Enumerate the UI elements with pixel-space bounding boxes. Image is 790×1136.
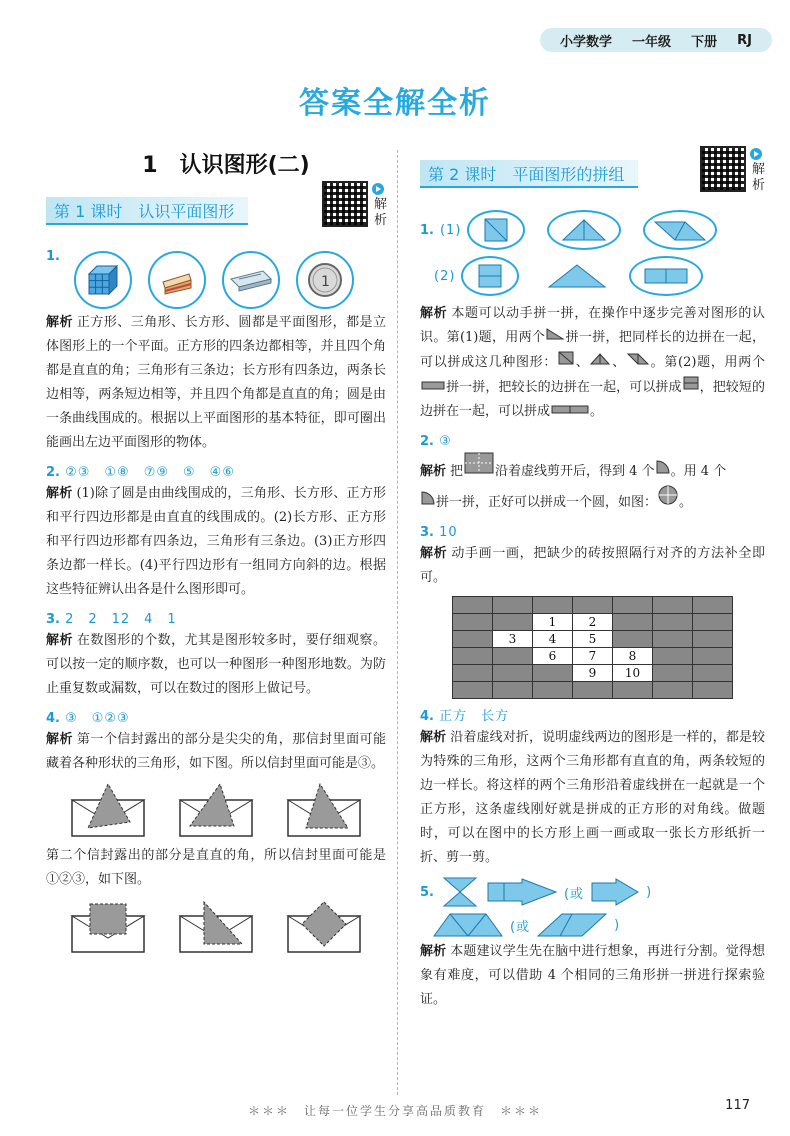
- svg-text:1: 1: [320, 274, 330, 290]
- rubik-cube-picture: [74, 251, 132, 309]
- envelope-rect-1: [68, 898, 148, 954]
- circle-icon: [657, 484, 679, 506]
- brick-10: 10: [613, 665, 653, 682]
- analysis-tag: 解析: [420, 464, 447, 479]
- pencil-box-picture: [222, 251, 280, 309]
- analysis-tag: 解析: [420, 730, 447, 745]
- quarter-circle-icon-2: [420, 490, 436, 506]
- lesson-header-1: [46, 179, 386, 243]
- square-icon: [557, 350, 575, 366]
- question-number: 1.: [46, 249, 60, 264]
- header-volume: 下册: [691, 34, 718, 50]
- qr-label: 解析: [752, 162, 766, 193]
- left-column: [46, 140, 386, 960]
- qr-code[interactable]: [322, 181, 368, 227]
- object-pictures: [74, 251, 354, 309]
- unit-title: 1 认识图形(二): [142, 153, 310, 178]
- triangle-icon-2: [589, 352, 611, 366]
- question-3: [420, 521, 765, 699]
- cake-picture: [148, 251, 206, 309]
- answer-oval-square-2: [461, 256, 519, 296]
- answer: ②③ ①⑧ ⑦⑨ ⑤ ④⑥: [65, 465, 235, 480]
- coin-picture: [296, 251, 354, 309]
- question-number: 3.: [420, 525, 434, 540]
- quarter-circle-icon: [655, 459, 671, 475]
- envelope-triangle-4: [176, 898, 256, 954]
- brick-4: 4: [533, 631, 573, 648]
- brick-5: 5: [573, 631, 613, 648]
- play-icon[interactable]: [750, 148, 762, 160]
- arrow-shape: [486, 877, 558, 907]
- question-4: [420, 705, 765, 870]
- question-number: 1.: [420, 222, 434, 238]
- page-title: 答案全解全析: [299, 86, 491, 121]
- page-number: 117: [725, 1098, 750, 1113]
- lesson-title-2: 第 2 课时 平面图形的拼组: [420, 160, 638, 188]
- analysis-3: 解析 在数图形的个数，尤其是图形较多时，要仔细观察。可以按一定的顺序数，也可以一种图形一种图形地数。为防止重复数或漏数，可以在数过的图形上做记号。: [46, 633, 386, 696]
- sub-number: (2): [434, 268, 456, 284]
- hourglass-shape: [440, 876, 480, 908]
- column-divider: [397, 150, 398, 1095]
- envelope-triangle-2: [176, 782, 256, 838]
- trapezoid-shape: [432, 912, 504, 938]
- analysis-2: 解析 (1)除了圆是由曲线围成的，三角形、长方形、正方形和平行四边形都是由直直的线围成的。(2)长方形、正方形和平行四边形都有四条边，三角形有三条边。(3)正方形四条边都一样长。(4)平行四边形有一组同方向斜的边。根据这些特征辨认出各是什么图形即可。: [46, 486, 386, 597]
- lesson-header-2: [420, 140, 765, 210]
- footer-slogan: ＊＊＊ 让每一位学生分享高品质教育 ＊＊＊: [247, 1104, 542, 1118]
- triangle-shape: [545, 261, 609, 291]
- right-column: [420, 140, 765, 1012]
- question-3: [46, 608, 386, 701]
- answer-oval-square: [467, 210, 525, 250]
- analysis-tag: 解析: [46, 633, 73, 648]
- header-grade: 一年级: [632, 34, 672, 50]
- header-tab: [540, 28, 772, 52]
- analysis-1: 解析 本题可以动手拼一拼，在操作中逐步完善对图形的认识。第(1)题，用两个 拼一拼，把同样长的边拼在一起，可以拼成这几种图形： 、 、 。第(2)题，用两个拼一拼，把较长的边拼在一起，可以拼成 ，把较短的边拼在一起，可以拼成 。: [420, 306, 765, 419]
- play-icon[interactable]: [372, 183, 384, 195]
- question-number: 4.: [420, 709, 434, 724]
- analysis-4: 解析 沿着虚线对折，说明虚线两边的图形是一样的，都是较为特殊的三角形，这两个三角形都有直直的角，两条较短的边一样长。将这样的两个三角形沿着虚线拼在一起就是一个正方形，这条虚线刚好就是拼成的正方形的对角线。做题时，可以在图中的长方形上画一画或取一张长方形纸折一折、剪一剪。: [420, 730, 765, 865]
- brick-6: 6: [533, 648, 573, 665]
- question-4: [46, 707, 386, 954]
- answer-oval-rectangle: [629, 256, 703, 296]
- header-edition: RJ: [737, 32, 752, 48]
- answer: ③: [439, 434, 452, 449]
- brick-9: 9: [573, 665, 613, 682]
- or-label: (或: [563, 886, 585, 902]
- analysis-tag: 解析: [46, 732, 73, 747]
- brick-1: 1: [533, 614, 573, 631]
- analysis-4a: 解析 第一个信封露出的部分是尖尖的角，那信封里面可能藏着各种形状的三角形，如下图。所以信封里面可能是③。: [46, 732, 386, 771]
- brick-8: 8: [613, 648, 653, 665]
- answer: 2 2 12 4 1: [65, 612, 177, 627]
- qr-code[interactable]: [700, 146, 746, 192]
- question-number: 2.: [420, 434, 434, 449]
- cut-square-icon: [463, 451, 495, 475]
- sub-number: (1): [439, 222, 462, 238]
- question-2: [46, 461, 386, 602]
- answer: 正方 长方: [439, 709, 510, 724]
- header-subject: 小学数学: [560, 34, 613, 50]
- analysis-5: 解析 本题建议学生先在脑中进行想象，再进行分割。觉得想象有难度，可以借助 4 个相同的三角形拼一拼进行探索验证。: [420, 944, 765, 1007]
- brick-7: 7: [573, 648, 613, 665]
- rectangle-icon: [420, 379, 446, 391]
- brick-wall: [452, 596, 733, 699]
- envelope-triangle-3: [284, 782, 364, 838]
- qr-label: 解析: [374, 197, 388, 228]
- envelope-row-2: [54, 898, 378, 954]
- or-label: (或: [510, 919, 531, 935]
- brick-3: 3: [493, 631, 533, 648]
- analysis-tag: 解析: [46, 486, 73, 501]
- question-1: [46, 249, 386, 455]
- analysis-tag: 解析: [420, 944, 447, 959]
- long-rectangle-icon: [550, 403, 590, 415]
- analysis-3: 解析 动手画一画，把缺少的砖按照隔行对齐的方法补全即可。: [420, 546, 765, 585]
- parallelogram-icon: [626, 352, 650, 366]
- lesson-title-1: 第 1 课时 认识平面图形: [46, 197, 248, 225]
- analysis-tag: 解析: [46, 315, 73, 330]
- question-number: 5.: [420, 884, 434, 900]
- question-number: 3.: [46, 612, 60, 627]
- analysis-4b: 第二个信封露出的部分是直直的角，所以信封里面可能是①②③，如下图。: [46, 848, 386, 887]
- arrow-shape-alt: [590, 877, 640, 907]
- analysis-tag: 解析: [420, 546, 448, 561]
- question-5: 5. (或 ) (或 ) 解析 本题建议学生先在脑中进行想象，再进行分割。觉得想象有难度，可以借助 4 个相同的三角形拼一拼进行探索验证。: [420, 876, 765, 1012]
- question-2: [420, 430, 765, 515]
- envelope-square-1: [284, 898, 364, 954]
- answer: ③ ①②③: [65, 711, 130, 726]
- question-number: 2.: [46, 465, 60, 480]
- answer: 10: [439, 525, 458, 540]
- envelope-row-1: [54, 782, 378, 838]
- analysis-tag: 解析: [420, 306, 448, 321]
- triangle-icon: [545, 327, 565, 341]
- envelope-triangle-1: [68, 782, 148, 838]
- question-1: [420, 210, 765, 424]
- brick-2: 2: [573, 614, 613, 631]
- analysis-1: 解析 正方形、三角形、长方形、圆都是平面图形，都是立体图形上的一个平面。正方形的四条边都相等，并且四个角都是直直的角；三角形有三条边；长方形有四条边，两条长边相等，两条短边相等，并且四个角都是直直的角；圆是由一条曲线围成的。根据以上平面图形的基本特征，即可圈出能画出左边平面图形的物体。: [46, 315, 386, 450]
- answer-oval-parallelogram: [643, 210, 717, 250]
- parallelogram-shape: [536, 912, 608, 938]
- analysis-2: 解析 把 沿着虚线剪开后，得到 4 个 。用 4 个 拼一拼，正好可以拼成一个圆，如图： 。: [420, 451, 765, 515]
- square-icon-2: [682, 375, 700, 391]
- answer-oval-triangle: [547, 210, 621, 250]
- question-number: 4.: [46, 711, 60, 726]
